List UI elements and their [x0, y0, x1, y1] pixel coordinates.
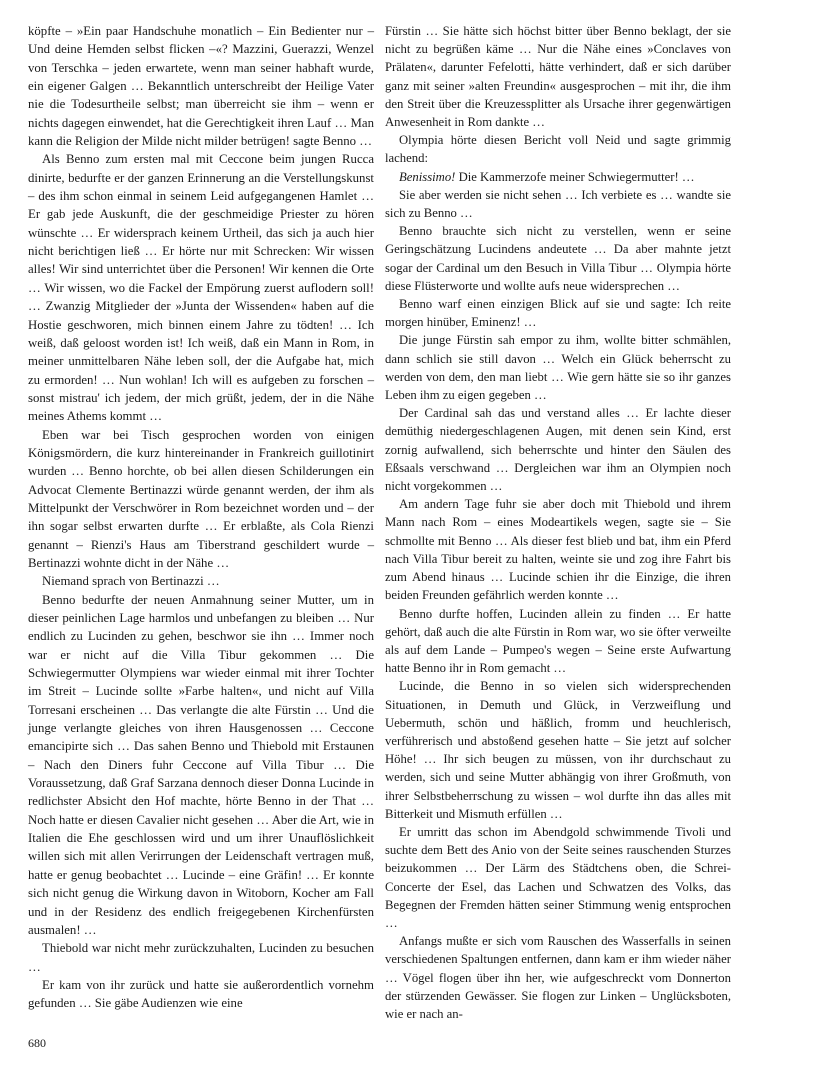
paragraph: Benno durfte hoffen, Lucinden allein zu finden … Er hatte gehört, daß auch die alte Fürstin in Rom war, wo sie öfter verweilte als auf dem Lande – Pumpeo's wegen – Seine erste Aufwartung hatte Benno ihr in Rom gemacht …	[385, 606, 731, 676]
paragraph: Lucinde, die Benno in so vielen sich widersprechenden Situationen, in Demuth und Glück, in Verzweiflung und Uebermuth, schön und häßlich, fromm und heuchlerisch, verführerisch und abstoßend gesehen hatte – Sie jetzt auf solcher Höhe! … Ihr sich beugen zu müssen, von ihr durchschaut zu werden, sich und seine Mutter abhängig von ihrer Großmuth, von ihrer Selbstbeherrschung zu wissen – wol durfte ihn das alles mit Bitterkeit und Mismuth erfüllen …	[385, 679, 731, 821]
paragraph: Thiebold war nicht mehr zurückzuhalten, Lucinden zu besuchen …	[28, 941, 374, 974]
page-number: 680	[28, 1036, 46, 1050]
paragraph: Er kam von ihr zurück und hatte sie außerordentlich vornehm gefunden … Sie gäbe Audienzen wie eine	[28, 977, 374, 1011]
paragraph: Am andern Tage fuhr sie aber doch mit Thiebold und ihrem Mann nach Rom – eines Modeartikels wegen, sagte sie – Sie schmollte mit Benno … Als dieser fest blieb und bat, ihm ein Pferd nach Villa Tibur bereit zu halten, weinte sie und zog ihre Fahrt bis zum Abend hinaus … Lucinde schien ihr die Einzige, die ihren beiden Freunden gefährlich werden konnte …	[385, 497, 731, 603]
paragraph: Benno warf einen einzigen Blick auf sie und sagte: Ich reite morgen hinüber, Eminenz! …	[385, 297, 731, 330]
paragraph: Anfangs mußte er sich vom Rauschen des Wasserfalls in seinen verschiedenen Spaltungen entfernen, dann kam er ihm wieder näher … Vögel flogen über ihn her, wie aufgeschreckt vom Donnerton der stürzenden Gewässer. Sie flogen zur Linken – Unglücksboten, wie er nach an-	[385, 934, 731, 1021]
right-column	[385, 22, 731, 1023]
paragraph-text: Die Kammerzofe meiner Schwiegermutter! …	[455, 169, 695, 184]
paragraph: Fürstin … Sie hätte sich höchst bitter über Benno beklagt, der sie nicht zu begrüßen käme … Nur die Nähe eines »Conclaves von Prälaten«, darunter Fefelotti, hätte verhindert, daß er sich darüber ganz mit seiner »alten Freundin« ausgesprochen – mit ihr, die ihm den Streit über die Kreuzessplitter als Ursache ihrer gegenwärtigen Anwesenheit in Rom dankte …	[385, 24, 731, 130]
paragraph: Die junge Fürstin sah empor zu ihm, wollte bitter schmählen, dann schlich sie still davon … Welch ein Glück beherrscht zu werden von dem, den man liebt … Wie gern hätte sie so ihr ganzes Leben ihm zu eigen gegeben …	[385, 333, 731, 403]
paragraph: Benno brauchte sich nicht zu verstellen, wenn er seine Geringschätzung Lucindens andeutete … Da aber mahnte jetzt sogar der Cardinal um den Besuch in Villa Tibur … Olympia hörte diese Flüsterworte und wollte aufs neue widersprechen …	[385, 224, 731, 293]
paragraph: Der Cardinal sah das und verstand alles … Er lachte dieser demüthig niedergeschlagenen Augen, mit denen sein Kind, erst zornig aufwallend, sich beherrschte und hinter den Säulen des Eßsaals verschwand … Dergleichen war ihm an Olympien noch nicht vorgekommen …	[385, 406, 731, 494]
paragraph: Benno bedurfte der neuen Anmahnung seiner Mutter, um in dieser peinlichen Lage harmlos und unbefangen zu bleiben … Nur endlich zu Lucinden zu gehen, beschwor sie ihn … Immer noch war er nicht auf die Villa Tibur gekommen … Die Schwiegermutter Olympiens war wieder einmal mit ihrer Tochter im Streit – Lucinde sollte »Farbe halten«, und nicht auf Villa Torresani erscheinen … Das verlangte die alte Fürstin … Und die junge verlangte gleiches von ihren Hausgenossen … Ceccone emancipirte sich … Das sahen Benno und Thiebold mit Erstaunen – Nach den Diners fuhr Ceccone auf Villa Tibur … Die Voraussetzung, daß Graf Sarzana dennoch dieser Donna Lucinde in redlichster Absicht den Hof machte, hörte Benno in der That … Noch hatte er diesen Cavalier nicht gesehen … Aber die Art, wie in Italien die Ehe geschlossen wird und um ihrer Unauflöslichkeit willen sich mit allen Verirrungen der Leidenschaft vertragen muß, hatte er genug beobachtet … Lucinde – eine Gräfin! … Er konnte sich nicht genug die Wirkung davon in Witoborn, Kocher am Fall und in der Residenz des endlich freigegebenen Kirchenfürsten ausmalen! …	[28, 592, 374, 937]
paragraph: Er umritt das schon im Abendgold schwimmende Tivoli und suchte dem Bett des Anio von der Seite seines rauschenden Sturzes beizukommen … Der Lärm des Städtchens oben, die Schrei-Concerte der Esel, das Lachen und Schwatzen des Volks, das Begegnen der Fremden hätten seiner Stimmung wenig entsprochen …	[385, 824, 731, 930]
paragraph: Als Benno zum ersten mal mit Ceccone beim jungen Rucca dinirte, bedurfte er der ganzen Erinnerung an die Verstellungskunst – des ihm schon einmal in seinem Leid aufgegangenen Hamlet … Er gab jede Auskunft, die der geschmeidige Priester zu hören wünschte … Er widersprach keinem Urtheil, das sich ja auch hier nicht berichtigen ließ … Er hörte nur mit Schrecken: Wir wissen alles! Wir sind unterrichtet über die Personen! Wir kennen die Orte … Wir wissen, wo die Fackel der Empörung zuerst auflodern soll! … Zwanzig Mitglieder der »Junta der Wissenden« haben auf die Hostie geschworen, mich binnen einem Jahre zu tödten! … Ich weiß, daß geloost worden ist! Ich weiß, daß ein Mann in Rom, in meiner unmittelbaren Nähe leben soll, der die Aufgabe hat, mich zu ermorden! … Nun wohlan! Ich will es aufgeben zu forschen – sonst mistrau' ich jedem, der mich grüßt, jedem, der in die Nähe meines Athems kommt …	[28, 152, 374, 424]
paragraph: Eben war bei Tisch gesprochen worden von einigen Königsmördern, die kurz hintereinander in Frankreich guillotinirt wurden … Benno horchte, ob bei allen diesen Schilderungen ein Advocat Clemente Bertinazzi würde genannt werden, der ihm als Mittelpunkt der Verschwörer in Rom bezeichnet worden und – der ihn sogar selbst erwarten durfte … Er erblaßte, als Cola Rienzi genannt – Rienzi's Haus am Tiberstrand geschildert wurde – Bertinazzi wohnte dicht in der Nähe …	[28, 427, 374, 570]
paragraph: Olympia hörte diesen Bericht voll Neid und sagte grimmig lachend:	[385, 133, 731, 166]
paragraph: Niemand sprach von Bertinazzi …	[42, 574, 220, 589]
paragraph: Sie aber werden sie nicht sehen … Ich verbiete es … wandte sie sich zu Benno …	[385, 187, 731, 221]
italic-exclamation: Benissimo!	[399, 169, 456, 184]
left-column	[28, 22, 374, 1013]
paragraph: köpfte – »Ein paar Handschuhe monatlich – Ein Bedienter nur – Und deine Hemden selbst flicken –«? Mazzini, Guerazzi, Wenzel von Terschka – jeden erwartete, wenn man seiner habhaft wurde, ein eigener Galgen … Bekanntlich unterschreibt der Heilige Vater nie die Todesurtheile selbst; man überreicht sie ihm – wenn er nichts dagegen einwendet, hat die Gerechtigkeit ihren Lauf … Man kann die Religion der Milde nicht milder betrügen! sagte Benno …	[28, 24, 374, 149]
paragraph	[385, 168, 731, 186]
